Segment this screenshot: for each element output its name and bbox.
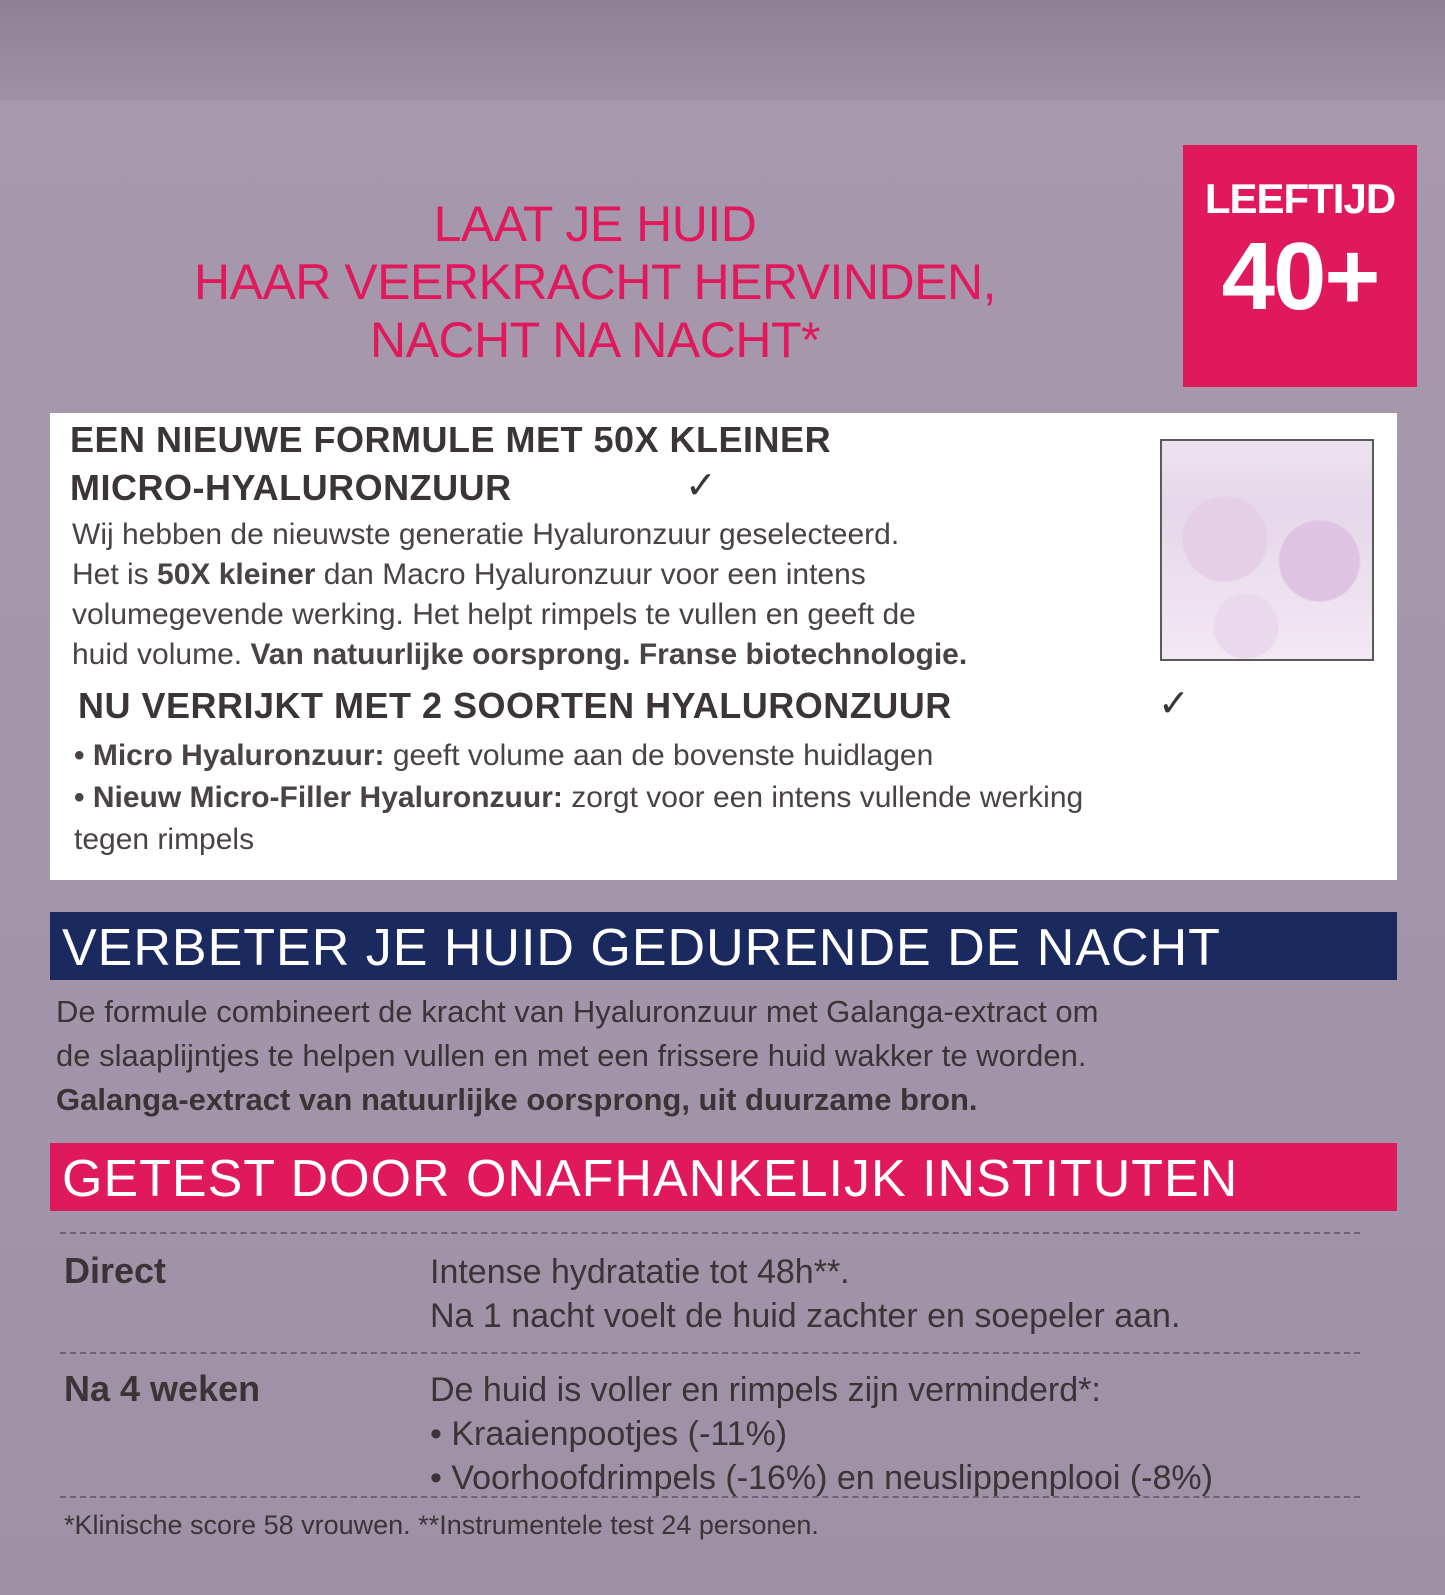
enriched-bullets (74, 735, 1083, 861)
night-description (56, 990, 1396, 1122)
tested-section-title: GETEST DOOR ONAFHANKELIJK INSTITUTEN (62, 1150, 1239, 1208)
enriched-heading: NU VERRIJKT MET 2 SOORTEN HYALURONZUUR (78, 685, 952, 726)
micro-hyaluronic-image (1160, 439, 1374, 661)
night-section-title: VERBETER JE HUID GEDURENDE DE NACHT (62, 919, 1221, 977)
headline-line-2: HAAR VEERKRACHT HERVINDEN, (194, 254, 996, 310)
box-top-face (0, 0, 1445, 110)
formula-description (72, 515, 967, 675)
bullet-item: • Micro Hyaluronzuur: geeft volume aan de bovenste huidlagen (74, 739, 934, 772)
divider (60, 1352, 1360, 1354)
formula-line-4: huid volume. Van natuurlijke oorsprong. Franse biotechnologie. (72, 638, 968, 671)
result-label-4-weeks: Na 4 weken (64, 1368, 261, 1409)
formula-highlight: 50X kleiner (157, 558, 316, 591)
formula-origin: Van natuurlijke oorsprong. Franse biotechnologie. (250, 638, 968, 671)
divider (60, 1496, 1360, 1498)
check-icon: ✓ (685, 465, 717, 507)
night-section-bar (50, 912, 1397, 980)
bullet-item: • Nieuw Micro-Filler Hyaluronzuur: zorgt voor een intens vullende werking (74, 781, 1084, 814)
formula-line-2: Het is 50X kleiner dan Macro Hyaluronzuur voor een intens (72, 558, 866, 591)
footnote: *Klinische score 58 vrouwen. **Instrumentele test 24 personen. (64, 1510, 819, 1540)
result-text-4-weeks: De huid is voller en rimpels zijn verminderd*: • Kraaienpootjes (-11%) • Voorhoofdrimpels (-16%) en neuslippenplooi (-8%) (430, 1371, 1213, 1497)
age-badge-label: LEEFTIJD (1204, 175, 1396, 222)
divider (60, 1232, 1360, 1234)
night-line-1: De formule combineert de kracht van Hyaluronzuur met Galanga-extract om (56, 994, 1099, 1029)
tested-section-bar (50, 1143, 1397, 1211)
bullet-item-continuation: tegen rimpels (74, 823, 255, 856)
formula-heading-line-2: MICRO-HYALURONZUUR (70, 467, 512, 508)
result-text-direct: Intense hydratatie tot 48h**. Na 1 nacht voelt de huid zachter en soepeler aan. (430, 1253, 1181, 1335)
formula-line-1: Wij hebben de nieuwste generatie Hyaluronzuur geselecteerd. (72, 518, 900, 551)
age-badge-value: 40+ (1221, 223, 1379, 330)
formula-line-3: volumegevende werking. Het helpt rimpels te vullen en geeft de (72, 598, 916, 631)
formula-heading-line-1: EEN NIEUWE FORMULE MET 50X KLEINER (70, 419, 832, 460)
result-label-direct: Direct (64, 1250, 167, 1291)
age-badge (1183, 145, 1417, 387)
headline-line-1: LAAT JE HUID (433, 196, 757, 252)
headline (130, 195, 1060, 369)
formula-panel (50, 413, 1397, 880)
check-icon: ✓ (1158, 683, 1190, 725)
night-line-2: de slaaplijntjes te helpen vullen en met een frissere huid wakker te worden. (56, 1038, 1087, 1073)
headline-line-3: NACHT NA NACHT* (370, 312, 820, 368)
night-line-3: Galanga-extract van natuurlijke oorsprong, uit duurzame bron. (56, 1082, 978, 1117)
